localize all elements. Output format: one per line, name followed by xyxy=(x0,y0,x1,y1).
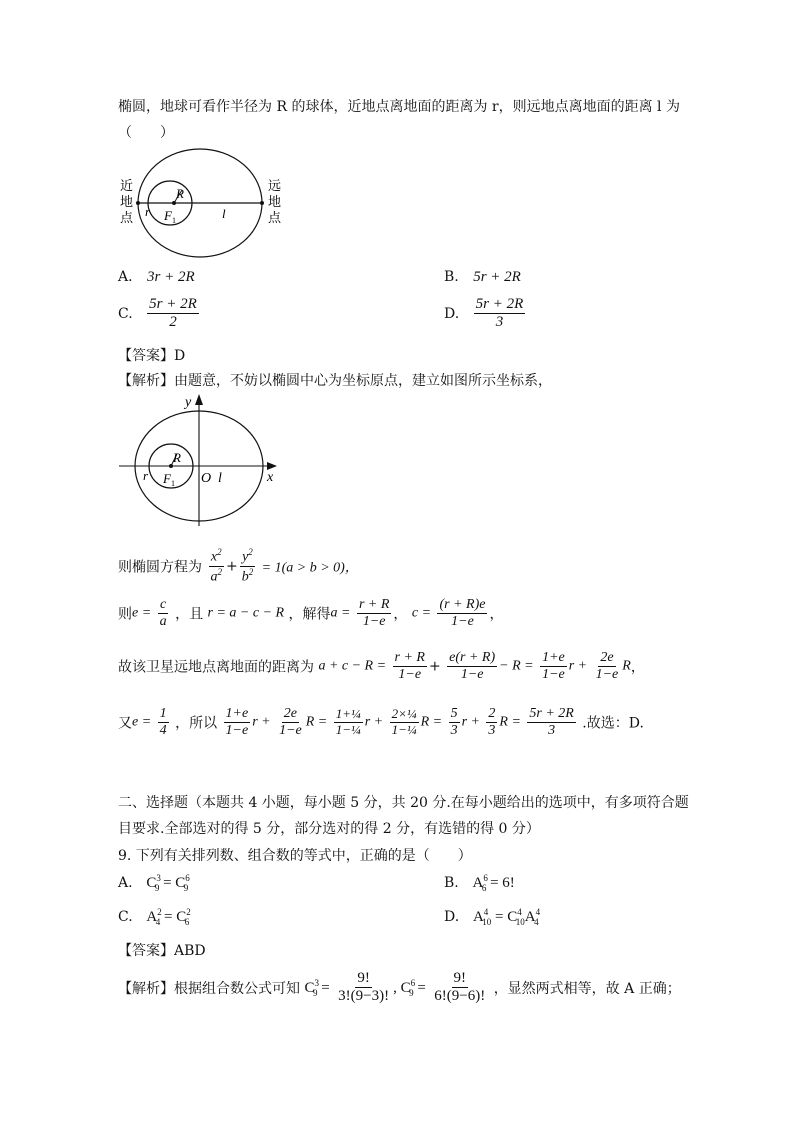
fig2-label-x: x xyxy=(267,470,274,485)
eq1-suffix: = 1(a > b > 0)， xyxy=(261,560,359,576)
q8-option-d xyxy=(444,296,527,332)
section-title-line1: 二、选择题（本题共 4 小题，每小题 5 分，共 20 分.在每小题给出的选项中，有多项符合题 xyxy=(118,795,689,811)
eq-eccentricity: 则e = $\frac{c}{a}$ ，且 r = a − c − R ，解得a = $\frac{r + R}{1-e}$ ， c = $\frac{(r + R)e}{1-e}$ ， xyxy=(118,597,504,630)
eq2-prefix: 则 xyxy=(118,606,132,623)
eq4-suffix: .故选：D. xyxy=(582,715,644,732)
q9-option-a-label: A. xyxy=(118,875,133,891)
q8-option-c xyxy=(118,296,201,332)
option-c-num: 5r + 2R xyxy=(147,296,199,314)
eq3-prefix: 故该卫星远地点离地面的距离为 xyxy=(118,659,314,676)
q9-option-b-label: B. xyxy=(444,875,459,891)
option-b-text: 5r + 2R xyxy=(473,269,521,285)
fig1-label-R: R xyxy=(176,186,184,201)
fig1-label-r: r xyxy=(145,204,151,219)
fig2-label-F: F xyxy=(163,471,171,486)
fig1-far-1: 远 xyxy=(268,178,282,193)
q9-analysis-prefix: 【解析】根据组合数公式可知 xyxy=(118,980,300,997)
option-c-label: C. xyxy=(118,305,133,322)
q9-analysis-suffix: ，显然两式相等，故 A 正确； xyxy=(493,980,681,997)
fig1-far-3: 点 xyxy=(268,210,282,225)
orbit-figure-2 xyxy=(115,392,285,526)
q8-analysis-intro: 【解析】由题意，不妨以椭圆中心为坐标原点，建立如图所示坐标系， xyxy=(118,373,552,389)
fig1-near-3: 点 xyxy=(120,210,134,225)
eq2-r: r = a − c − R xyxy=(207,605,285,621)
q8-option-a xyxy=(118,269,195,286)
fig1-label-F-sub: 1 xyxy=(172,216,176,225)
fig2-label-y: y xyxy=(185,395,192,410)
q9-option-a: A. $C^3_9 = C^6_9$ xyxy=(118,873,190,893)
q9-stem: 9. 下列有关排列数、组合数的等式中，正确的是（ ） xyxy=(118,848,472,864)
fig2-label-l: l xyxy=(218,471,222,486)
option-b-label: B. xyxy=(444,269,459,285)
q8-answer: 【答案】D xyxy=(118,348,186,364)
q9-answer: 【答案】ABD xyxy=(118,943,206,959)
fig2-label-R: R xyxy=(173,450,181,465)
q9-analysis: 【解析】根据组合数公式可知 $C^3_9$ = $\frac{9!}{3!(9-3)!}$ , $C^6_9$ = $\frac{9!}{6!(9-6)!}$ ，显然两式相等，故 A 正确； xyxy=(118,970,681,1005)
q9-option-c: C. $A^2_4 = C^2_6$ xyxy=(118,907,191,927)
fig1-label-l: l xyxy=(222,206,226,221)
eq-apogee-distance: 故该卫星远地点离地面的距离为 a + c − R = $\frac{r + R}{1-e}$ + $\frac{e(r + R)}{1-e}$ − R = $\frac{1+e}{1-e}$ r + $\frac{2e}{1-e}$ R， xyxy=(118,650,645,683)
q9-option-c-label: C. xyxy=(118,909,133,925)
option-a-label: A. xyxy=(118,269,133,285)
eq2-mid1: ，且 xyxy=(175,606,204,623)
q8-option-b xyxy=(444,269,521,286)
q8-stem-line1: 椭圆，地球可看作半径为 R 的球体，近地点离地面的距离为 r，则远地点离地面的距离 l 为 xyxy=(118,99,680,115)
eq4-mid: ，所以 xyxy=(175,715,218,732)
eq4-prefix: 又 xyxy=(118,715,132,732)
fig1-near-1: 近 xyxy=(120,178,134,193)
q9-option-d: D. $A^4_{10} = C^4_{10}A^4_4$ xyxy=(444,907,541,927)
option-d-label: D. xyxy=(444,305,460,322)
fig1-near-2: 地 xyxy=(120,194,134,209)
section-title-line2: 目要求.全部选对的得 5 分，部分选对的得 2 分，有选错的得 0 分） xyxy=(118,821,540,837)
eq1-prefix: 则椭圆方程为 xyxy=(118,559,202,576)
q9-option-d-label: D. xyxy=(444,909,460,925)
option-c-den: 2 xyxy=(169,314,177,331)
orbit-figure-1 xyxy=(112,146,292,260)
option-d-num: 5r + 2R xyxy=(474,296,526,314)
q8-stem-paren: （ ） xyxy=(118,125,174,141)
fig2-label-F-sub: 1 xyxy=(171,479,175,488)
eq2-mid2: ，解得 xyxy=(288,606,331,623)
fig1-label-F: F xyxy=(164,208,172,223)
q9-option-b: B. $A^6_6 = 6$! xyxy=(444,873,515,893)
eq-final-answer: 又e = $\frac{1}{4}$ ，所以 $\frac{1+e}{1-e}$ r + $\frac{2e}{1-e}$ R = $\frac{\text{1+¼}}{\text{1−¼}}$ r + $\frac{\text{2×¼}}{\text{1−¼}}$ R = $\frac{5}{3}$ r + $\frac{2}{3}$ R = $\frac{5r + 2R}{3}$ .故选：D. xyxy=(118,706,644,739)
fig1-far-2: 地 xyxy=(268,194,282,209)
option-a-text: 3r + 2R xyxy=(147,269,195,285)
fig2-label-r: r xyxy=(143,468,149,483)
option-d-den: 3 xyxy=(495,314,504,331)
eq-ellipse: 则椭圆方程为 $\frac{x^2}{a^2}$ + $\frac{y^2}{b^2}$ = 1(a > b > 0)， xyxy=(118,547,359,585)
fig2-label-O: O xyxy=(201,471,212,486)
